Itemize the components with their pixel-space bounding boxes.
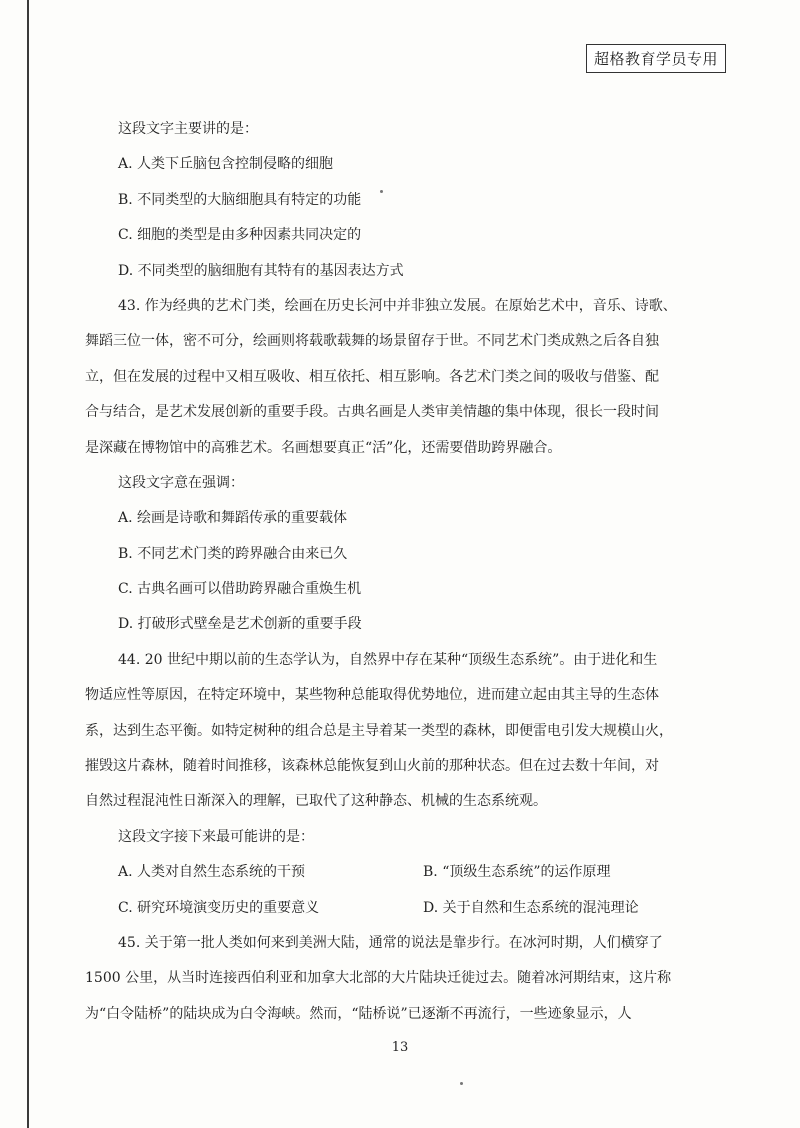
q43-line-1: 43. 作为经典的艺术门类，绘画在历史长河中并非独立发展。在原始艺术中，音乐、诗歌、 [118, 297, 677, 314]
q45-line-2: 1500 公里，从当时连接西伯利亚和加拿大北部的大片陆块迁徙过去。随着冰河期结束，这片称 [85, 970, 672, 987]
q44-option-b: B. “顶级生态系统”的运作原理 [423, 864, 611, 881]
q43-line-2: 舞蹈三位一体，密不可分，绘画则将载歌载舞的场景留存于世。不同艺术门类成熟之后各自独 [85, 333, 659, 350]
q42-option-d: D. 不同类型的脑细胞有其特有的基因表达方式 [118, 262, 404, 279]
q43-option-c: C. 古典名画可以借助跨界融合重焕生机 [118, 581, 362, 598]
binding-line [27, 0, 29, 1128]
page-number: 13 [391, 1040, 409, 1055]
scan-speck [380, 190, 383, 193]
q45-line-1: 45. 关于第一批人类如何来到美洲大陆，通常的说法是靠步行。在冰河时期，人们横穿了 [118, 934, 663, 951]
page-content [85, 112, 728, 1032]
q43-line-5: 是深藏在博物馆中的高雅艺术。名画想要真正“活”化，还需要借助跨界融合。 [85, 439, 562, 456]
q44-options-row-1 [118, 855, 728, 890]
q43-option-d: D. 打破形式壁垒是艺术创新的重要手段 [118, 616, 362, 633]
q42-option-a: A. 人类下丘脑包含控制侵略的细胞 [118, 156, 334, 173]
q43-line-3: 立，但在发展的过程中又相互吸收、相互依托、相互影响。各艺术门类之间的吸收与借鉴、配 [85, 368, 659, 385]
q44-option-c: C. 研究环境演变历史的重要意义 [118, 899, 320, 916]
q44-line-4: 摧毁这片森林，随着时间推移，该森林总能恢复到山火前的那种状态。但在过去数十年间，对 [85, 758, 659, 775]
q44-line-5: 自然过程混沌性日渐深入的理解，已取代了这种静态、机械的生态系统观。 [85, 793, 547, 810]
q44-line-3: 系，达到生态平衡。如特定树种的组合总是主导着某一类型的森林，即便雷电引发大规模山火， [85, 722, 673, 739]
q43-line-4: 合与结合，是艺术发展创新的重要手段。古典名画是人类审美情趣的集中体现，很长一段时间 [85, 404, 659, 421]
q42-option-b: B. 不同类型的大脑细胞具有特定的功能 [118, 191, 362, 208]
q44-options-row-2 [118, 891, 728, 926]
q44-prompt: 这段文字接下来最可能讲的是： [118, 828, 314, 845]
q44-option-d: D. 关于自然和生态系统的混沌理论 [423, 899, 639, 916]
q44-line-1: 44. 20 世纪中期以前的生态学认为，自然界中存在某种“顶级生态系统”。由于进化和生 [118, 651, 658, 668]
header-label: 超格教育学员专用 [586, 44, 726, 73]
scan-speck [460, 1082, 463, 1085]
q45-line-3: 为“白令陆桥”的陆块成为白令海峡。然而，“陆桥说”已逐渐不再流行，一些迹象显示，人 [85, 1005, 632, 1022]
q44-line-2: 物适应性等原因，在特定环境中，某些物种总能取得优势地位，进而建立起由其主导的生态体 [85, 687, 659, 704]
q42-option-c: C. 细胞的类型是由多种因素共同决定的 [118, 227, 362, 244]
q42-prompt: 这段文字主要讲的是： [118, 121, 258, 137]
q43-prompt: 这段文字意在强调： [118, 474, 244, 491]
q44-option-a: A. 人类对自然生态系统的干预 [118, 864, 306, 881]
q43-option-b: B. 不同艺术门类的跨界融合由来已久 [118, 545, 348, 562]
q43-option-a: A. 绘画是诗歌和舞蹈传承的重要载体 [118, 510, 348, 527]
